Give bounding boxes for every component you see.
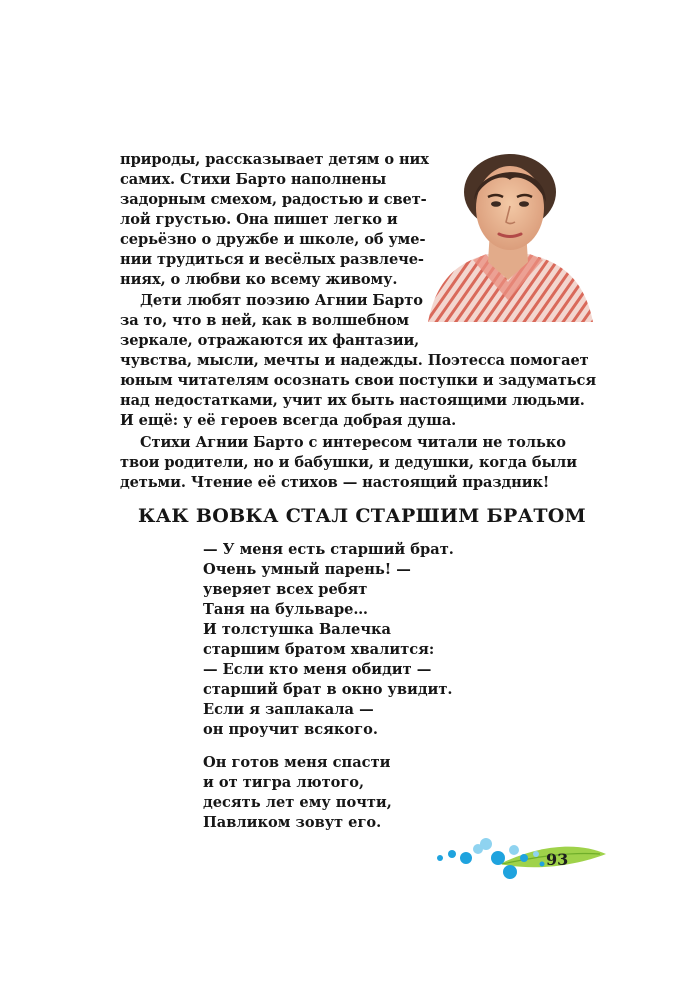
verse-line: и от тигра лютого,: [203, 774, 365, 791]
verse-line: — У меня есть старший брат.: [203, 541, 454, 558]
intro-line: ниях, о любви ко всему живому.: [120, 271, 398, 288]
para2-line: за то, что в ней, как в волшебном: [120, 312, 409, 329]
para2-line: над недостатками, учит их быть настоящими людьми.: [120, 392, 585, 409]
author-portrait-icon: [418, 150, 598, 325]
verse-line: Таня на бульваре…: [203, 601, 369, 618]
verse-line: старшим братом хвалится:: [203, 641, 435, 658]
para3-line: твои родители, но и бабушки, и дедушки, когда были: [120, 454, 577, 471]
page-number: 93: [546, 850, 569, 869]
intro-line: самих. Стихи Барто наполнены: [120, 171, 387, 188]
verse-line: И толстушка Валечка: [203, 621, 392, 638]
intro-line: задорным смехом, радостью и свет-: [120, 191, 427, 208]
verse-line: Павликом зовут его.: [203, 814, 382, 831]
para2-line: зеркале, отражаются их фантазии,: [120, 332, 420, 349]
verse-line: — Если кто меня обидит —: [203, 661, 432, 678]
intro-line: природы, рассказывает детям о них: [120, 151, 429, 168]
verse-line: уверяет всех ребят: [203, 581, 368, 598]
verse-line: он проучит всякого.: [203, 721, 378, 738]
bubbles-decoration-icon: [430, 834, 606, 882]
verse-line: Он готов меня спасти: [203, 754, 391, 771]
para2-line: юным читателям осознать свои поступки и задуматься: [120, 372, 596, 389]
poem-title: КАК ВОВКА СТАЛ СТАРШИМ БРАТОМ: [138, 505, 586, 527]
para3-line: Стихи Агнии Барто с интересом читали не только: [140, 434, 566, 451]
para3-line: детьми. Чтение её стихов — настоящий праздник!: [120, 474, 550, 491]
para2-line: чувства, мысли, мечты и надежды. Поэтесса помогает: [120, 352, 589, 369]
intro-line: лой грустью. Она пишет легко и: [120, 211, 398, 228]
para2-line: И ещё: у её героев всегда добрая душа.: [120, 412, 457, 429]
verse-line: Очень умный парень! —: [203, 561, 411, 578]
para2-line: Дети любят поэзию Агнии Барто: [140, 292, 423, 309]
verse-line: старший брат в окно увидит.: [203, 681, 453, 698]
intro-line: нии трудиться и весёлых развлече-: [120, 251, 424, 268]
verse-line: Если я заплакала —: [203, 701, 374, 718]
intro-line: серьёзно о дружбе и школе, об уме-: [120, 231, 426, 248]
verse-line: десять лет ему почти,: [203, 794, 392, 811]
